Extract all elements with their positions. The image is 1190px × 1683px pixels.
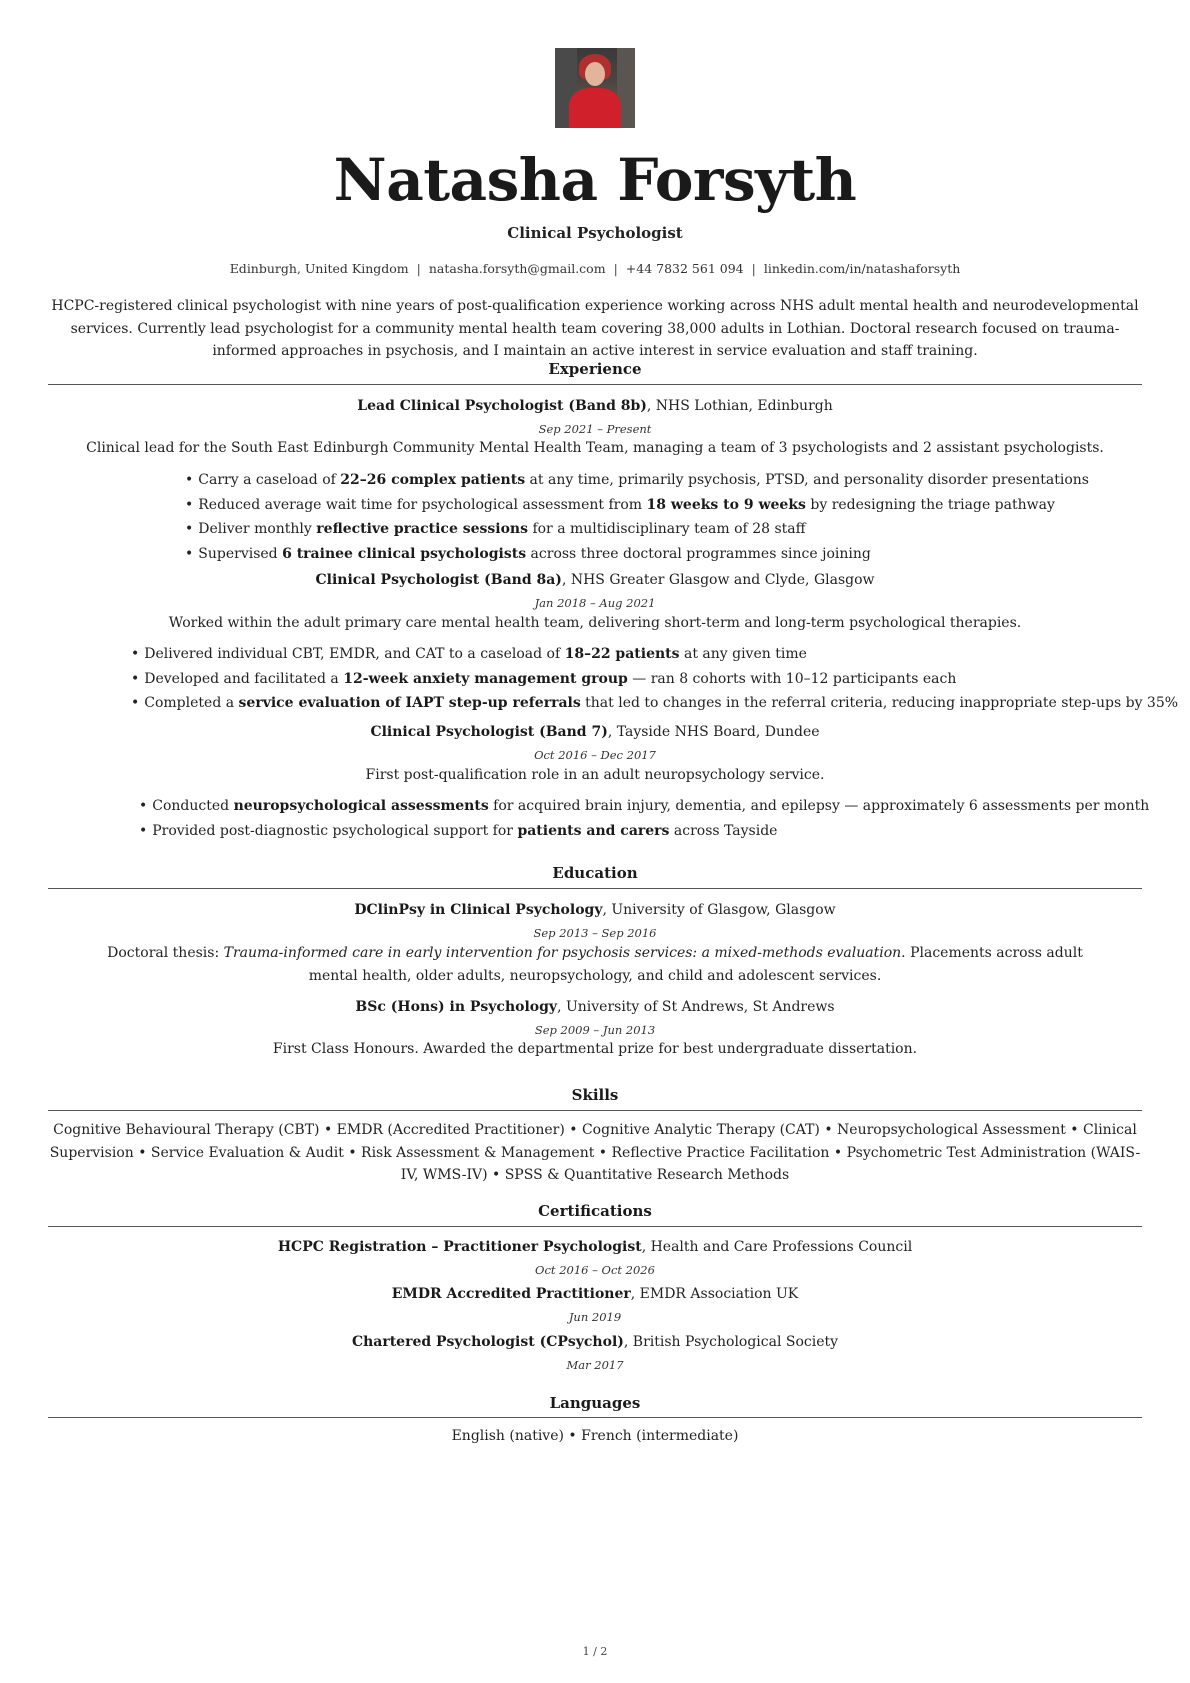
certification-name: HCPC Registration – Practitioner Psychologist: [277, 1239, 642, 1255]
job-org: , Tayside NHS Board, Dundee: [607, 724, 820, 740]
page-number: 1 / 2: [582, 1645, 608, 1658]
certification-dates: Jun 2019: [568, 1310, 622, 1324]
job-org: , NHS Greater Glasgow and Clyde, Glasgow: [561, 572, 875, 588]
linkedin-link[interactable]: linkedin.com/in/natashaforsyth: [763, 261, 961, 276]
certification-issuer: , EMDR Association UK: [630, 1286, 799, 1302]
divider: [48, 1417, 1142, 1418]
job-role: Clinical Psychologist (Band 7): [370, 724, 608, 740]
degree-heading: [48, 902, 1142, 918]
degree-name: BSc (Hons) in Psychology: [355, 999, 558, 1015]
certification-issuer: , Health and Care Professions Council: [641, 1239, 913, 1255]
certification-dates: Mar 2017: [566, 1358, 624, 1372]
bullet-item: • Conducted neuropsychological assessments for acquired brain injury, dementia, and epilepsy — approximately 6 assessments per month: [139, 796, 1149, 821]
job-description: Worked within the adult primary care mental health team, delivering short-term and long-term psychological therapies.: [168, 615, 1022, 631]
bullet-item: • Developed and facilitated a 12-week anxiety management group — ran 8 cohorts with 10–12 participants each: [131, 669, 1178, 694]
section-title-education: Education: [552, 864, 638, 882]
email-link[interactable]: natasha.forsyth@gmail.com: [428, 261, 606, 276]
skills-list: Cognitive Behavioural Therapy (CBT) • EMDR (Accredited Practitioner) • Cognitive Analytic Therapy (CAT) • Neuropsychological Assessment • Clinical Supervision • Service Evaluation & Audit • Risk Assessment & Management • Reflective Practice Facilitation • Psychometric Test Administration (WAIS-IV, WMS-IV) • SPSS & Quantitative Research Methods: [49, 1122, 1141, 1183]
job-heading: [48, 398, 1142, 414]
job-dates: Sep 2021 – Present: [538, 422, 652, 436]
bullet-item: • Reduced average wait time for psychological assessment from 18 weeks to 9 weeks by redesigning the triage pathway: [185, 495, 1089, 520]
job-org: , NHS Lothian, Edinburgh: [646, 398, 833, 414]
institution: , University of St Andrews, St Andrews: [557, 999, 835, 1015]
bullet-item: • Completed a service evaluation of IAPT step-up referrals that led to changes in the referral criteria, reducing inappropriate step-ups by 35%: [131, 693, 1178, 718]
bullet-item: • Carry a caseload of 22–26 complex patients at any time, primarily psychosis, PTSD, and personality disorder presentations: [185, 470, 1089, 495]
divider: [48, 888, 1142, 889]
degree-dates: Sep 2013 – Sep 2016: [533, 926, 657, 940]
job-heading: [48, 724, 1142, 740]
location: Edinburgh, United Kingdom: [229, 261, 409, 276]
job-description: First post-qualification role in an adult neuropsychology service.: [365, 767, 825, 783]
section-title-skills: Skills: [571, 1086, 619, 1104]
job-heading: [48, 572, 1142, 588]
bullet-item: • Provided post-diagnostic psychological support for patients and carers across Tayside: [139, 821, 1149, 846]
job-description: Clinical lead for the South East Edinburgh Community Mental Health Team, managing a team of 3 psychologists and 2 assistant psychologists.: [86, 440, 1104, 456]
certification-issuer: , British Psychological Society: [623, 1334, 839, 1350]
certification-dates: Oct 2016 – Oct 2026: [535, 1263, 655, 1277]
contact-line: [0, 261, 1190, 276]
section-title-experience: Experience: [548, 360, 642, 378]
divider: [48, 384, 1142, 385]
degree-description: Doctoral thesis: Trauma-informed care in early intervention for psychosis services: a mixed-methods evaluation. Placements across adult mental health, older adults, neuropsychology, and child and adolescent services.: [107, 945, 1083, 984]
job-role: Lead Clinical Psychologist (Band 8b): [357, 398, 647, 414]
languages-list: English (native) • French (intermediate): [451, 1428, 739, 1444]
profile-photo: [555, 48, 635, 128]
separator: |: [416, 261, 421, 276]
phone[interactable]: +44 7832 561 094: [625, 261, 744, 276]
separator: |: [613, 261, 618, 276]
job-title: Clinical Psychologist: [507, 224, 683, 242]
separator: |: [751, 261, 756, 276]
bullet-item: • Deliver monthly reflective practice sessions for a multidisciplinary team of 28 staff: [185, 519, 1089, 544]
job-bullets: [185, 470, 1089, 568]
institution: , University of Glasgow, Glasgow: [602, 902, 836, 918]
bullet-item: • Supervised 6 trainee clinical psychologists across three doctoral programmes since joining: [185, 544, 1089, 569]
certification-name: Chartered Psychologist (CPsychol): [351, 1334, 624, 1350]
bullet-item: • Delivered individual CBT, EMDR, and CAT to a caseload of 18–22 patients at any given time: [131, 644, 1178, 669]
job-bullets: [139, 796, 1149, 845]
summary: HCPC-registered clinical psychologist with nine years of post-qualification experience working across NHS adult mental health and neurodevelopmental services. Currently lead psychologist for a community mental health team covering 38,000 adults in Lothian. Doctoral research focused on trauma-informed approaches in psychosis, and I maintain an active interest in service evaluation and staff training.: [51, 298, 1139, 359]
degree-heading: [48, 999, 1142, 1015]
degree-description: First Class Honours. Awarded the departmental prize for best undergraduate dissertation.: [272, 1041, 918, 1057]
job-bullets: [131, 644, 1178, 718]
certification-heading: [48, 1286, 1142, 1302]
job-dates: Oct 2016 – Dec 2017: [534, 748, 656, 762]
candidate-name: Natasha Forsyth: [333, 146, 857, 214]
divider: [48, 1110, 1142, 1111]
certification-name: EMDR Accredited Practitioner: [391, 1286, 631, 1302]
degree-dates: Sep 2009 – Jun 2013: [534, 1023, 656, 1037]
job-role: Clinical Psychologist (Band 8a): [315, 572, 562, 588]
certification-heading: [48, 1334, 1142, 1350]
job-dates: Jan 2018 – Aug 2021: [534, 596, 656, 610]
section-title-certifications: Certifications: [538, 1202, 652, 1220]
divider: [48, 1226, 1142, 1227]
section-title-languages: Languages: [549, 1394, 641, 1412]
certification-heading: [48, 1239, 1142, 1255]
degree-name: DClinPsy in Clinical Psychology: [354, 902, 603, 918]
